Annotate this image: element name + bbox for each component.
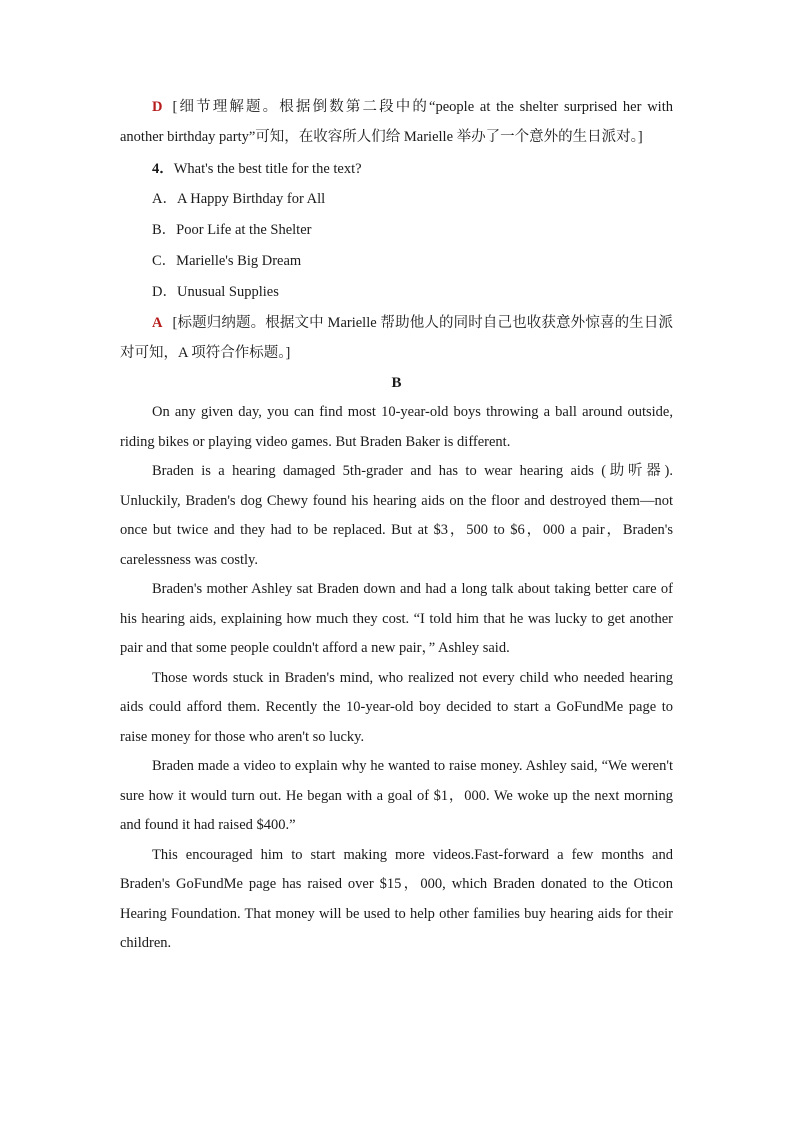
passage-paragraph-5: Braden made a video to explain why he wanted to raise money. Ashley said, “We weren't sure how it would turn out. He began with a goal of $1，000. We woke up the next morning and found it had raised $400.” xyxy=(120,758,673,833)
section-b-title: B xyxy=(391,375,402,391)
option-d: D．Unusual Supplies xyxy=(152,284,279,300)
option-c: C．Marielle's Big Dream xyxy=(152,253,302,269)
answer-d-block xyxy=(120,92,673,152)
answer-a-explanation: [标题归纳题。根据文中 Marielle 帮助他人的同时自己也收获意外惊喜的生日派对可知，A 项符合作标题。] xyxy=(120,315,673,361)
document-page xyxy=(120,92,673,959)
passage-paragraph-3: Braden's mother Ashley sat Braden down and had a long talk about taking better care of his hearing aids, explaining how much they cost. “I told him that he was lucky to get another pair and that some people couldn't afford a new pair，” Ashley said. xyxy=(120,581,673,656)
answer-a-letter: A xyxy=(152,315,163,331)
passage-paragraph-6: This encouraged him to start making more videos.Fast-forward a few months and Braden's GoFundMe page has raised over $15，000, which Braden donated to the Oticon Hearing Foundation. That money will be used to help other families buy hearing aids for their children. xyxy=(120,846,673,951)
question-4-stem: What's the best title for the text? xyxy=(173,161,362,177)
question-4 xyxy=(120,154,673,184)
answer-d-letter: D xyxy=(152,99,163,115)
passage-paragraph-1: On any given day, you can find most 10-year-old boys throwing a ball around outside, riding bikes or playing video games. But Braden Baker is different. xyxy=(120,404,673,450)
answer-d-explanation: [细节理解题。根据倒数第二段中的“people at the shelter surprised her with another birthday party”可知，在收容所人们给 Marielle 举办了一个意外的生日派对。] xyxy=(120,99,673,145)
answer-a-block xyxy=(120,308,673,368)
passage-b xyxy=(120,398,673,959)
question-4-number: 4． xyxy=(152,161,174,177)
passage-paragraph-2: Braden is a hearing damaged 5th-grader and has to wear hearing aids (助听器). Unluckily, Braden's dog Chewy found his hearing aids on the floor and destroyed them—not once but twice and they had to be replaced. But at $3，500 to $6，000 a pair，Braden's carelessness was costly. xyxy=(120,463,673,568)
option-a: A．A Happy Birthday for All xyxy=(152,191,326,207)
option-b: B．Poor Life at the Shelter xyxy=(152,222,312,238)
passage-paragraph-4: Those words stuck in Braden's mind, who realized not every child who needed hearing aids could afford them. Recently the 10-year-old boy decided to start a GoFundMe page to raise money for those who aren't so lucky. xyxy=(120,669,673,745)
